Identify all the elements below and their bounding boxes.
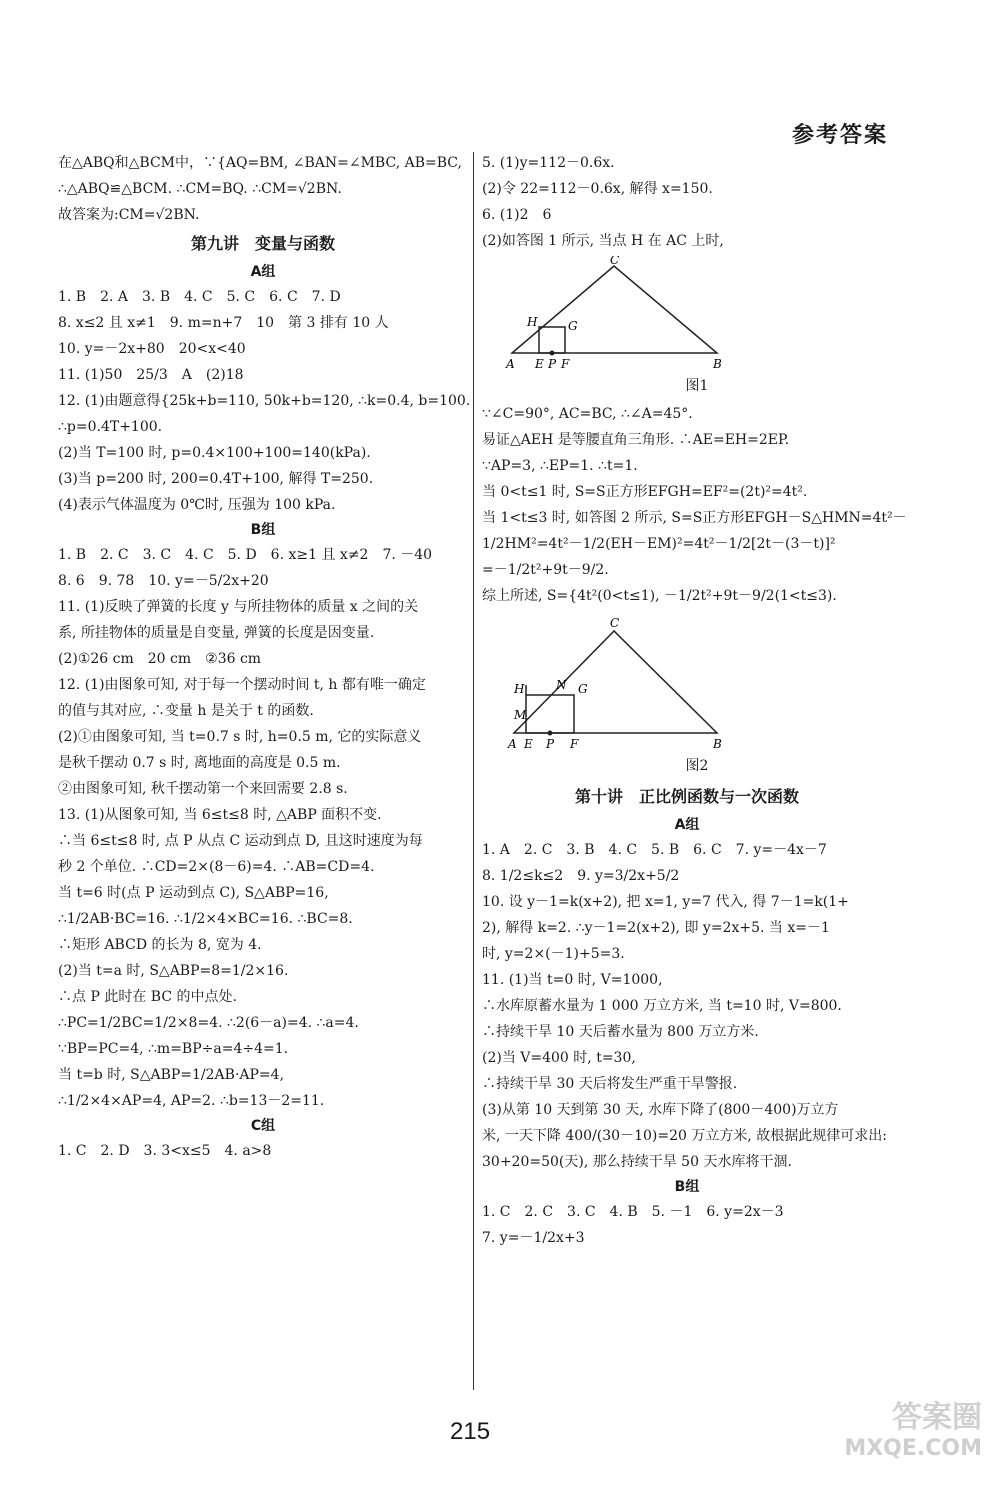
right-c-line: 1. A 2. C 3. B 4. C 5. B 6. C 7. y=－4x－7 [482,842,827,858]
left-b-line: 11. (1)50 25/3 A (2)18 [58,367,244,383]
column-divider [473,152,474,1390]
fig2-label-h: H [514,682,525,696]
figure-2 [502,611,892,777]
fig2-label-n: N [556,678,567,692]
right-a-line: (2)令 22=112－0.6x, 解得 x=150. [482,181,713,197]
left-block-a [58,150,468,228]
left-b-line: (3)当 p=200 时, 200=0.4T+100, 解得 T=250. [58,471,374,487]
left-c-line: ∴当 6≤t≤8 时, 点 P 从点 C 运动到点 D, 且这时速度为每 [58,833,423,849]
fig1-label-h: H [527,315,538,329]
fig2-label-c: C [610,616,620,630]
left-block-b [58,284,471,518]
left-c-line: 1. B 2. C 3. C 4. C 5. D 6. x≥1 且 x≠2 7. －40 [58,547,433,563]
right-c-line: 11. (1)当 t=0 时, V=1000, [482,972,663,988]
right-block-a [482,150,892,254]
left-c-line: 秒 2 个单位. ∴CD=2×(8－6)=4. ∴AB=CD=4. [58,859,375,875]
right-b-line: ∵AP=3, ∴EP=1. ∴t=1. [482,458,638,474]
page-header: 参考答案 [791,123,888,148]
left-c-line: 系, 所挂物体的质量是自变量, 弹簧的长度是因变量. [58,625,375,641]
fig2-label-p: P [546,737,555,751]
right-c-line: 米, 一天下降 400/(30－10)=20 万立方米, 故根据此规律可求出: [482,1128,887,1144]
left-block-d [58,1138,468,1164]
right-b-line: 综上所述, S={4t²(0<t≤1), －1/2t²+9t－9/2(1<t≤3). [482,588,837,604]
right-b-line: =－1/2t²+9t－9/2. [482,562,609,578]
left-block-c [58,542,468,1114]
watermark-main: 答案圈 [892,1400,982,1435]
left-c-line: ∴1/2AB·BC=16. ∴1/2×4×BC=16. ∴BC=8. [58,911,353,927]
right-c-line: 2), 解得 k=2. ∴y－1=2(x+2), 即 y=2x+5. 当 x=－1 [482,920,830,936]
right-b-line: 当 0<t≤1 时, S=S正方形EFGH=EF²=(2t)²=4t². [482,484,808,500]
right-c-line: ∴持续干旱 30 天后将发生严重干旱警报. [482,1076,738,1092]
left-c-line: 12. (1)由图象可知, 对于每一个摆动时间 t, h 都有唯一确定 [58,677,426,693]
fig1-label-c: C [610,256,620,267]
left-b-line: 1. B 2. A 3. B 4. C 5. C 6. C 7. D [58,289,341,305]
left-c-line: 的值与其对应, ∴变量 h 是关于 t 的函数. [58,703,314,719]
left-c-line: ∴点 P 此时在 BC 的中点处. [58,989,237,1005]
group-b-heading-10: B组 [674,1179,700,1195]
right-d-line: 1. C 2. C 3. C 4. B 5. －1 6. y=2x－3 [482,1204,784,1220]
fig2-label-b: B [713,737,722,751]
left-c-line: (2)①26 cm 20 cm ②36 cm [58,651,262,667]
left-d-line: 1. C 2. D 3. 3<x≤5 4. a>8 [58,1143,272,1159]
right-block-c [482,837,892,1175]
left-b-line: ∴p=0.4T+100. [58,419,163,435]
page-number: 215 [450,1418,491,1445]
group-c-heading: C组 [250,1118,276,1134]
left-c-line: 是秋千摆动 0.7 s 时, 离地面的高度是 0.5 m. [58,755,341,771]
right-c-line: ∴持续干旱 10 天后蓄水量为 800 万立方米. [482,1024,759,1040]
fig2-label-f: F [570,737,579,751]
left-a-line: 故答案为:CM=√2BN. [58,207,200,223]
figure-2-diagram [502,611,732,751]
group-a-heading: A组 [250,264,276,280]
right-c-line: 8. 1/2≤k≤2 9. y=3/2x+5/2 [482,868,680,884]
figure-1-diagram [502,256,732,371]
right-column [482,150,907,1251]
group-a-heading-10: A组 [674,817,700,833]
left-b-line: 12. (1)由题意得{25k+b=110, 50k+b=120, ∴k=0.4, b=100. [58,393,471,409]
right-block-d [482,1199,892,1251]
left-a-line: 在△ABQ和△BCM中，∵{AQ=BM, ∠BAN=∠MBC, AB=BC, [58,155,462,171]
left-c-line: (2)①由图象可知, 当 t=0.7 s 时, h=0.5 m, 它的实际意义 [58,729,422,745]
right-a-line: (2)如答图 1 所示, 当点 H 在 AC 上时, [482,233,724,249]
fig2-label-g: G [578,682,588,696]
fig1-label-f: F [561,357,570,371]
left-column [58,150,471,1164]
right-b-line: 易证△AEH 是等腰直角三角形. ∴AE=EH=2EP. [482,432,790,448]
left-c-line: 8. 6 9. 78 10. y=－5/2x+20 [58,573,269,589]
left-b-line: (2)当 T=100 时, p=0.4×100+100=140(kPa). [58,445,371,461]
left-c-line: (2)当 t=a 时, S△ABP=8=1/2×16. [58,963,289,979]
fig1-label-b: B [713,357,722,371]
fig1-label-p: P [548,357,557,371]
left-a-line: ∴△ABQ≌△BCM. ∴CM=BQ. ∴CM=√2BN. [58,181,342,197]
watermark-url: MXQE.COM [844,1436,982,1461]
left-c-line: 13. (1)从图象可知, 当 6≤t≤8 时, △ABP 面积不变. [58,807,382,823]
section-title-9: 第九讲 变量与函数 [190,234,335,253]
left-c-line: ∴PC=1/2BC=1/2×8=4. ∴2(6－a)=4. ∴a=4. [58,1015,359,1031]
right-block-b [482,401,907,609]
right-c-line: 30+20=50(天), 那么持续干旱 50 天水库将干涸. [482,1154,792,1170]
right-c-line: ∴水库原蓄水量为 1 000 万立方米, 当 t=10 时, V=800. [482,998,842,1014]
figure-1-caption: 图1 [685,378,709,394]
fig1-label-a: A [506,357,515,371]
section-title-10: 第十讲 正比例函数与一次函数 [574,787,799,806]
figure-2-caption: 图2 [685,758,709,774]
left-b-line: 10. y=－2x+80 20<x<40 [58,341,246,357]
left-c-line: ∴1/2×4×AP=4, AP=2. ∴b=13－2=11. [58,1093,325,1109]
right-c-line: (2)当 V=400 时, t=30, [482,1050,636,1066]
left-c-line: ∵BP=PC=4, ∴m=BP÷a=4÷4=1. [58,1041,289,1057]
right-b-line: ∵∠C=90°, AC=BC, ∴∠A=45°. [482,406,693,422]
left-c-line: 当 t=b 时, S△ABP=1/2AB·AP=4, [58,1067,285,1083]
right-c-line: 时, y=2×(－1)+5=3. [482,946,625,962]
left-c-line: 当 t=6 时(点 P 运动到点 C), S△ABP=16, [58,885,329,901]
group-b-heading: B组 [250,522,276,538]
figure-1 [502,256,892,397]
left-c-line: ②由图象可知, 秋千摆动第一个来回需要 2.8 s. [58,781,348,797]
left-c-line: 11. (1)反映了弹簧的长度 y 与所挂物体的质量 x 之间的关 [58,599,419,615]
left-b-line: 8. x≤2 且 x≠1 9. m=n+7 10 第 3 排有 10 人 [58,315,389,331]
fig2-label-m: M [514,708,527,722]
fig1-label-g: G [568,319,578,333]
right-b-line: 1/2HM²=4t²－1/2(EH－EM)²=4t²－1/2[2t－(3－t)]² [482,536,836,552]
fig2-label-a: A [508,737,517,751]
watermark-logo [844,1400,982,1462]
right-c-line: 10. 设 y－1=k(x+2), 把 x=1, y=7 代入, 得 7－1=k(1+ [482,894,849,910]
left-c-line: ∴矩形 ABCD 的长为 8, 宽为 4. [58,937,262,953]
right-a-line: 6. (1)2 6 [482,207,552,223]
left-b-line: (4)表示气体温度为 0℃时, 压强为 100 kPa. [58,497,336,513]
fig2-label-e: E [524,737,533,751]
right-d-line: 7. y=－1/2x+3 [482,1230,585,1246]
right-b-line: 当 1<t≤3 时, 如答图 2 所示, S=S正方形EFGH－S△HMN=4t²－ [482,510,907,526]
right-c-line: (3)从第 10 天到第 30 天, 水库下降了(800－400)万立方 [482,1102,839,1118]
fig1-label-e: E [535,357,544,371]
right-a-line: 5. (1)y=112－0.6x. [482,155,615,171]
